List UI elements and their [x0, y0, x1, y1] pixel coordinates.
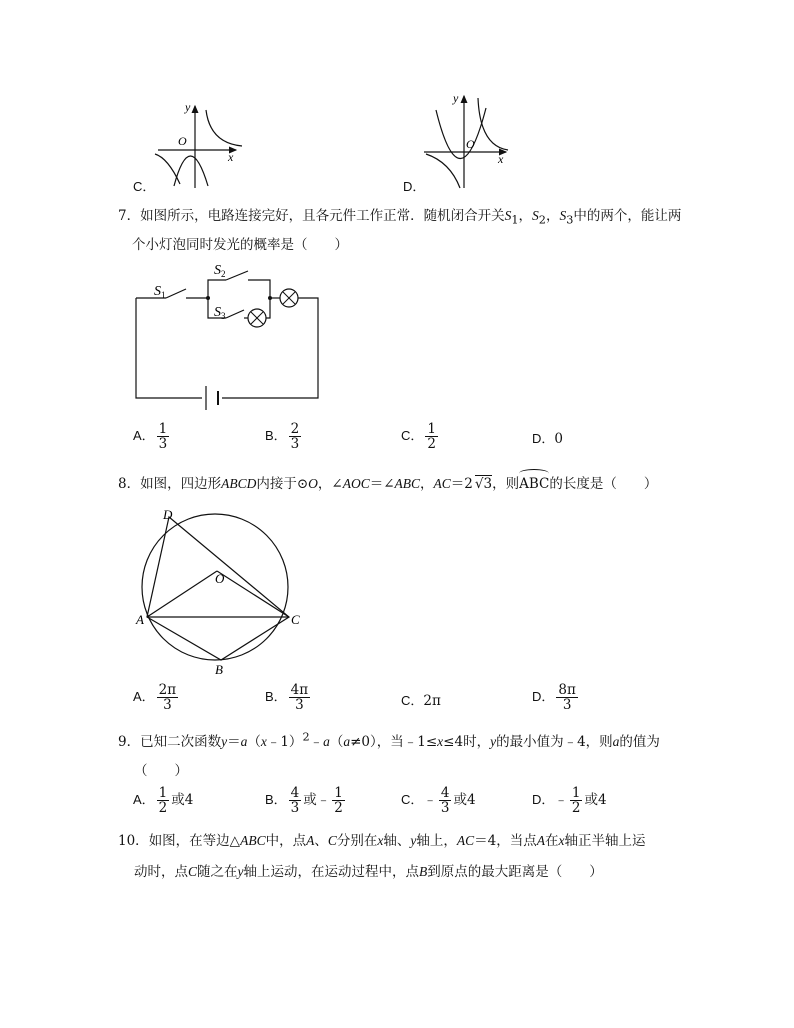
graph-option-c	[150, 98, 250, 190]
circuit-diagram	[130, 260, 325, 410]
question-10-line-1: 10．如图，在等边△ABC中，点A、C分别在x轴、y轴上，AC＝4，当点A在x轴正半轴上运	[118, 833, 646, 849]
question-7-line-1: 7．如图所示，电路连接完好，且各元件工作正常．随机闭合开关$S_1$，$S_2$，$S_3$中的两个，能让两	[118, 208, 682, 227]
question-8-line-1: 8．如图，四边形ABCD内接于⊙O，∠AOC＝∠ABC，AC＝2 √3，则 ABC的长度是（ ）	[118, 472, 657, 492]
q8-option-d[interactable]: D． $\frac{8\pi}{3}$	[532, 682, 576, 714]
axis-y-label: y	[453, 91, 459, 105]
q7-option-b[interactable]: B． $\frac{2}{3}$	[265, 421, 300, 453]
svg-text:O: O	[215, 571, 225, 586]
origin-label: O	[466, 137, 475, 151]
origin-label: O	[178, 134, 187, 148]
q9-option-b[interactable]: B． $\frac{4}{3}$ 或﹣ $\frac{1}{2}$	[265, 785, 343, 817]
q7-option-a[interactable]: A． $\frac{1}{3}$	[133, 421, 168, 453]
q9-option-a[interactable]: A． $\frac{1}{2}$ 或4	[133, 785, 194, 817]
question-7-line-2: 个小灯泡同时发光的概率是（ ）	[132, 237, 348, 253]
question-number: 7．	[118, 208, 141, 224]
svg-text:S3: $S_3$	[214, 305, 226, 321]
question-9-line-2: （ ）	[134, 763, 188, 779]
svg-text:A: A	[136, 612, 144, 627]
question-number: 10．	[118, 833, 149, 849]
q8-option-b[interactable]: B． $\frac{4\pi}{3}$	[265, 682, 309, 714]
question-9-line-1: 9．已知二次函数y＝a（x﹣1）$^2$﹣a（a≠0），当﹣1≤x≤4时，y的最小值为﹣4，则a的值为	[118, 730, 660, 750]
question-10-line-2: 动时，点C随之在y轴上运动，在运动过程中，点B到原点的最大距离是（ ）	[134, 864, 603, 880]
question-number: 9．	[118, 734, 141, 750]
svg-text:S2: $S_2$	[214, 263, 226, 279]
q7-option-c[interactable]: C． $\frac{1}{2}$	[401, 421, 436, 453]
graph-option-d	[420, 88, 512, 190]
q8-option-a[interactable]: A． $\frac{2\pi}{3}$	[133, 682, 177, 714]
axis-x-label: x	[228, 150, 234, 164]
option-d-label[interactable]: D．	[403, 179, 426, 194]
q9-option-d[interactable]: D．﹣ $\frac{1}{2}$ 或4	[532, 785, 607, 817]
question-number: 8．	[118, 476, 141, 492]
option-c-label[interactable]: C．	[133, 179, 156, 194]
circle-quadrilateral-diagram	[135, 505, 305, 677]
q7-option-d[interactable]: D．0	[532, 431, 563, 447]
q8-option-c[interactable]: C．2π	[401, 693, 441, 709]
q9-option-c[interactable]: C．﹣ $\frac{4}{3}$ 或4	[401, 785, 476, 817]
svg-text:C: C	[291, 612, 300, 627]
axis-x-label: x	[498, 152, 504, 166]
svg-text:S1: $S_1$	[154, 284, 166, 300]
axis-y-label: y	[185, 100, 191, 114]
svg-text:B: B	[215, 662, 223, 677]
svg-text:D: D	[163, 507, 173, 522]
